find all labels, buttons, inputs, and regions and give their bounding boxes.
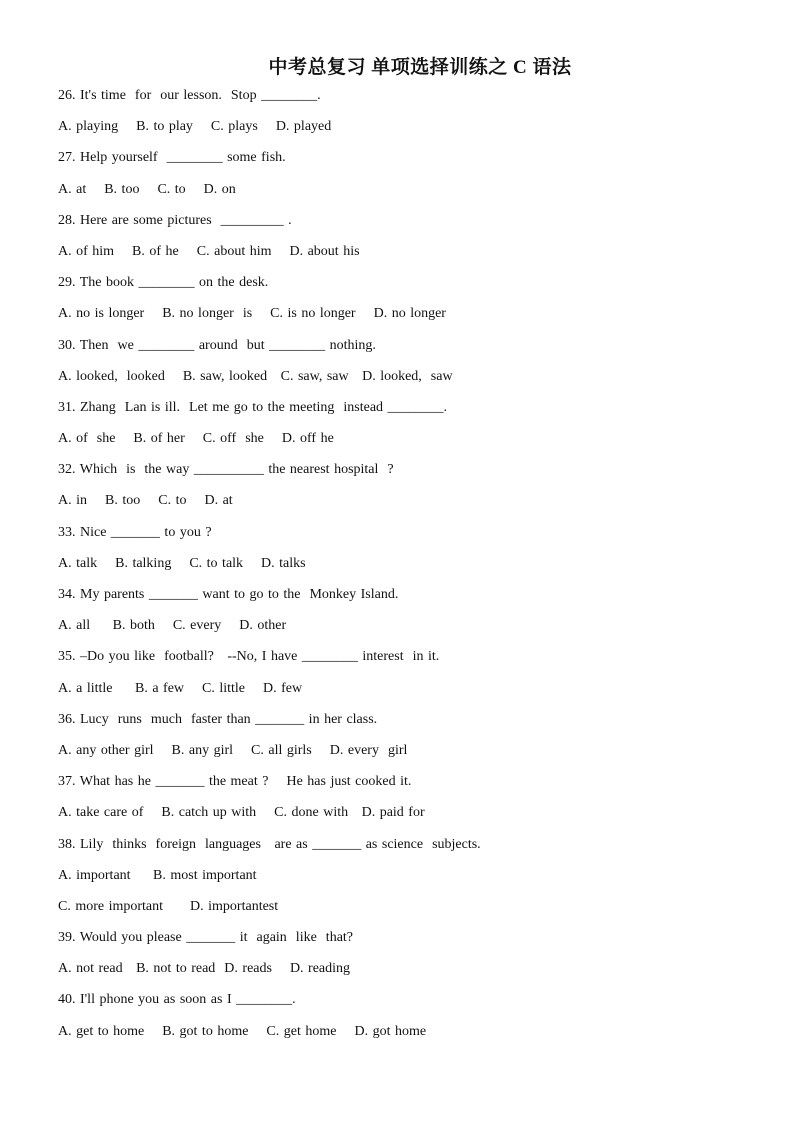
options-39: A. not read B. not to read D. reads D. reading — [58, 961, 351, 977]
options-38-row-2: C. more important D. importantest — [58, 898, 279, 914]
question-33: 33. Nice _______ to you ? — [58, 524, 212, 540]
options-40: A. get to home B. got to home C. get home D. got home — [58, 1023, 427, 1039]
options-27: A. at B. too C. to D. on — [58, 181, 236, 197]
page-title: 中考总复习 单项选择训练之 C 语法 — [268, 57, 572, 78]
options-32: A. in B. too C. to D. at — [58, 493, 233, 509]
question-37: 37. What has he _______ the meat ? He has just cooked it. — [58, 774, 412, 790]
question-26: 26. It's time for our lesson. Stop ________. — [58, 88, 321, 103]
options-30: A. looked, looked B. saw, looked C. saw, saw D. looked, saw — [58, 368, 453, 384]
question-31: 31. Zhang Lan is ill. Let me go to the meeting instead ________. — [58, 399, 448, 415]
options-38-row-1: A. important B. most important — [58, 867, 257, 883]
options-26: A. playing B. to play C. plays D. played — [58, 119, 332, 135]
question-35: 35. –Do you like football? --No, I have ________ interest in it. — [58, 649, 440, 665]
question-36: 36. Lucy runs much faster than _______ in her class. — [58, 711, 378, 727]
question-39: 39. Would you please _______ it again like that? — [58, 930, 354, 946]
options-33: A. talk B. talking C. to talk D. talks — [58, 555, 306, 571]
question-34: 34. My parents _______ want to go to the Monkey Island. — [58, 587, 399, 602]
options-34: A. all B. both C. every D. other — [58, 618, 287, 634]
question-list — [58, 86, 758, 1053]
question-30: 30. Then we ________ around but ________ nothing. — [58, 337, 376, 353]
question-29: 29. The book ________ on the desk. — [58, 275, 269, 291]
question-40: 40. I'll phone you as soon as I ________. — [58, 992, 296, 1008]
question-27: 27. Help yourself ________ some fish. — [58, 150, 286, 166]
options-29: A. no is longer B. no longer is C. is no longer D. no longer — [58, 306, 446, 322]
options-35: A. a little B. a few C. little D. few — [58, 680, 303, 696]
question-32: 32. Which is the way __________ the nearest hospital ? — [58, 462, 394, 478]
options-37: A. take care of B. catch up with C. done with D. paid for — [58, 805, 425, 821]
question-28: 28. Here are some pictures _________ . — [58, 212, 292, 228]
options-28: A. of him B. of he C. about him D. about his — [58, 243, 360, 259]
question-38: 38. Lily thinks foreign languages are as _______ as science subjects. — [58, 836, 481, 852]
options-31: A. of she B. of her C. off she D. off he — [58, 431, 334, 447]
options-36: A. any other girl B. any girl C. all girls D. every girl — [58, 742, 408, 758]
